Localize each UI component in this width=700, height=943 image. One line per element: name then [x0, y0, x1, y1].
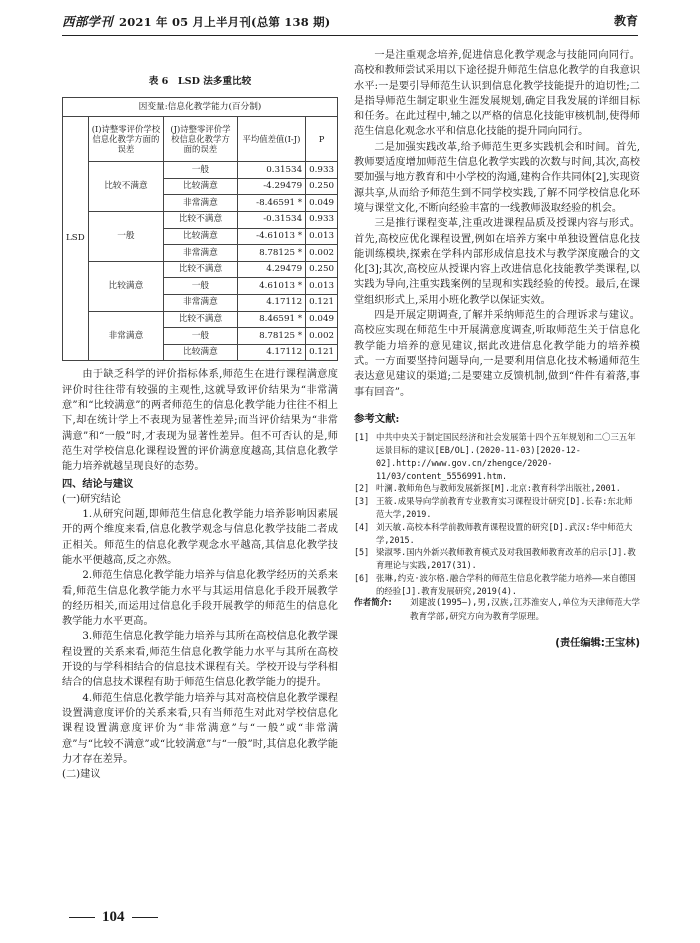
table-cell-diff: 8.78125 *: [237, 245, 305, 262]
reference-text: 叶澜.教师角色与教师发展新探[M].北京:教育科学出版社,2001.: [376, 483, 621, 494]
table-cell-p: 0.013: [306, 228, 338, 245]
table-variable-row: 因变量:信息化教学能力(百分制): [63, 98, 338, 117]
author-bio: [354, 597, 640, 624]
table-cell-diff: 8.78125 *: [237, 328, 305, 345]
table-cell-j: 非常满意: [164, 195, 238, 212]
reference-number: [3]: [354, 496, 370, 507]
table-cell-diff: 4.29479: [237, 261, 305, 278]
reference-text: 张琳,约克·波尔格.融合学科的师范生信息化教学能力培养——来自德国的经验[J].教育发展研究,2019(4).: [376, 572, 636, 596]
table-cell-j: 非常满意: [164, 245, 238, 262]
page-number-dash: [132, 917, 158, 918]
table-row: [63, 261, 338, 278]
reference-item: [354, 572, 640, 598]
table-cell-j: 一般: [164, 162, 238, 179]
reference-item: [354, 482, 640, 495]
table-cell-p: 0.250: [306, 261, 338, 278]
table-cell-diff: 4.17112: [237, 344, 305, 361]
table-cell-j: 一般: [164, 278, 238, 295]
table-cell-j: 一般: [164, 328, 238, 345]
table-group-label: 一般: [88, 212, 163, 262]
body-paragraph: 3.师范生信息化教学能力培养与其所在高校信息化教学课程设置的关系来看,师范生信息化教学能力水平与其所在高校开设的与学科相结合的信息技术课程有关。学校开设与学科相结合的信息技术课程有助于师范生信息化教学能力的提升。: [62, 631, 338, 689]
table-cell-p: 0.933: [306, 162, 338, 179]
reference-text: 梁淑琴.国内外新兴教师教育模式及对我国教师教育改革的启示[J].教育理论与实践,2017(31).: [376, 547, 636, 571]
table-cell-diff: -8.46591 *: [237, 195, 305, 212]
table-cell-p: 0.049: [306, 195, 338, 212]
reference-item: [354, 431, 640, 482]
table-group-label: 非常满意: [88, 311, 163, 361]
table-cell-p: 0.121: [306, 344, 338, 361]
reference-text: 王筱.成果导向学前教育专业教育实习课程设计研究[D].长春:东北师范大学,2019.: [376, 496, 633, 519]
table-header-i: (I)诗整零评价学校信息化教学方面的误差: [88, 117, 163, 162]
body-paragraph: 二是加强实践改革,给予师范生更多实践机会和时间。首先,教师要适度增加师范生信息化教学实践的次数与时间,其次,高校要加强与地方教育和中小学校的沟通,建构合作共同体[2],实现资源共享,从而给予师范生到不同学校实践,了解不同学校信息化环境与课堂文化,不断向经验丰富的一线教师汲取经验的机会。: [354, 141, 640, 214]
reference-item: [354, 495, 640, 521]
author-text: 刘建波(1995—),男,汉族,江苏淮安人,单位为天津师范大学教育学部,研究方向为教育学原理。: [410, 598, 640, 622]
table-cell-diff: 4.17112: [237, 295, 305, 312]
reference-item: [354, 546, 640, 572]
table-cell-p: 0.121: [306, 295, 338, 312]
journal-logo: 西部学刊: [62, 14, 113, 29]
body-paragraph: 一是注重观念培养,促进信息化教学观念与技能同向同行。高校和教师尝试采用以下途径提升师范生信息化教学的自我意识水平:一是要引导师范生认识到信息化教学技能提升的迫切性;二是指导师范生制定职业生涯发展规划,确定目我发展的详细目标和任务。在此过程中,辅之以严格的信息化技能审核机制,使得师范生信息化观念水平和信息化技能的提升同向同行。: [354, 50, 640, 138]
body-paragraph: 由于缺乏科学的评价指标体系,师范生在进行课程满意度评价时往往带有较强的主观性,这就导致评价结果为“非常满意”和“比较满意”的两者师范生的信息化教学能力往往不相上下,却在统计学上不表现为显著性差异;而当评价结果为“非常满意”和“一般”时,才表现为显著性差异。但不可否认的是,师范生对学校信息化课程设置的评价满意度越高,其信息化教学能力培养就越呈现良好的态势。: [62, 369, 338, 473]
table-group-label: 比较满意: [88, 261, 163, 311]
table-cell-p: 0.002: [306, 245, 338, 262]
table-row: [63, 212, 338, 229]
table-cell-diff: -4.61013 *: [237, 228, 305, 245]
body-paragraph: 2.师范生信息化教学能力培养与信息化教学经历的关系来看,师范生信息化教学能力水平与其运用信息化手段开展教学的经历相关,而运用过信息化手段开展教学的师范生的信息化教学能力水平更高。: [62, 570, 338, 628]
right-column: [354, 48, 640, 652]
reference-number: [2]: [354, 483, 370, 494]
author-label: 作者简介:: [354, 598, 392, 609]
table-cell-diff: -4.29479: [237, 178, 305, 195]
header-rule: [62, 35, 638, 36]
table-cell-p: 0.250: [306, 178, 338, 195]
table-cell-j: 比较满意: [164, 228, 238, 245]
table-cell-diff: 8.46591 *: [237, 311, 305, 328]
reference-text: 刘天敏.高校本科学前教师教育课程设置的研究[D].武汉:华中师范大学,2015.: [376, 521, 633, 545]
table-cell-p: 0.002: [306, 328, 338, 345]
table-cell-p: 0.013: [306, 278, 338, 295]
body-paragraph: 四是开展定期调查,了解并采纳师范生的合理诉求与建议。高校应实现在师范生中开展满意度调查,听取师范生关于信息化教学能力培养的意见建议,据此改进信息化教学能力的培养模式。一方面要坚持问题导向,一是要利用信息化技术畅通师范生表达意见建议的渠道;二是要建立反馈机制,做到“件件有着落,事事有回音”。: [354, 310, 640, 398]
reference-number: [6]: [354, 572, 370, 583]
reference-number: [5]: [354, 547, 370, 558]
references-list: [354, 431, 640, 597]
table-row: [63, 311, 338, 328]
table-cell-j: 非常满意: [164, 295, 238, 312]
table-caption: 表 6 LSD 法多重比较: [148, 76, 252, 87]
body-paragraph: 三是推行课程变革,注重改进课程品质及授课内容与形式。首先,高校应优化课程设置,例如在培养方案中单独设置信息化技能训练模块,探索在学科内部形成信息技术与教学深度融合的文化[3];其次,高校应从授课内容上改进信息化技能教学类课程,以实践为导向,注重实践案例的呈现和实践经验的传授。最后,在课堂组织形式上,采用小班化教学以保证实效。: [354, 218, 640, 306]
editor-credit: (责任编辑:王宝林): [555, 638, 640, 650]
table-row: [63, 162, 338, 179]
reference-number: [4]: [354, 521, 370, 532]
table-cell-j: 比较满意: [164, 344, 238, 361]
subsection-heading: (一)研究结论: [62, 493, 121, 505]
table-cell-j: 比较不满意: [164, 261, 238, 278]
reference-number: [1]: [354, 432, 370, 443]
subsection-heading: (二)建议: [62, 769, 101, 781]
table-header-p: P: [306, 117, 338, 162]
reference-item: [354, 521, 640, 547]
table-method-cell: LSD: [63, 117, 89, 361]
reference-text: 中共中央关于制定国民经济和社会发展第十四个五年规划和二〇三五年远景目标的建议[EB/OL].(2020-11-03)[2020-12-02].http://www.gov.cn/zhengce/2020-11/03/content_5556991.htm.: [376, 432, 636, 481]
table-cell-diff: -0.31534: [237, 212, 305, 229]
section-heading: 四、结论与建议: [62, 477, 134, 490]
table-cell-j: 比较不满意: [164, 311, 238, 328]
table-header-diff: 平均值差值(I-J): [237, 117, 305, 162]
body-paragraph: 1.从研究问题,即师范生信息化教学能力培养影响因素展开的两个维度来看,信息化教学观念与信息化教学技能二者成正相关。师范生的信息化教学观念水平越高,其信息化教学技能水平便越高,反之亦然。: [62, 509, 338, 566]
left-column: [62, 48, 338, 782]
journal-header: [62, 12, 330, 30]
table-cell-j: 比较满意: [164, 178, 238, 195]
table-cell-diff: 0.31534: [237, 162, 305, 179]
table-cell-diff: 4.61013 *: [237, 278, 305, 295]
table-header-j: (J)诗整零评价学校信息化教学方面的误差: [164, 117, 238, 162]
body-paragraph: 4.师范生信息化教学能力培养与其对高校信息化教学课程设置满意度评价的关系来看,只有当师范生对此对学校信息化课程设置满意度评价为“非常满意”与“一般”或“非常满意”与“比较不满意”或“比较满意”与“一般”时,其信息化教学能力才存在差异。: [62, 692, 338, 765]
lsd-table: [62, 97, 338, 361]
journal-issue: 2021 年 05 月上半月刊(总第 138 期): [119, 15, 331, 29]
page-number: [62, 909, 165, 926]
table-cell-p: 0.933: [306, 212, 338, 229]
section-label: 教育: [613, 14, 638, 28]
table-cell-j: 比较不满意: [164, 212, 238, 229]
references-heading: 参考文献:: [354, 412, 400, 425]
table-cell-p: 0.049: [306, 311, 338, 328]
page-number-dash: [69, 917, 95, 918]
page-header: [62, 8, 638, 32]
page-number-text: 104: [102, 909, 125, 925]
table-group-label: 比较不满意: [88, 162, 163, 212]
